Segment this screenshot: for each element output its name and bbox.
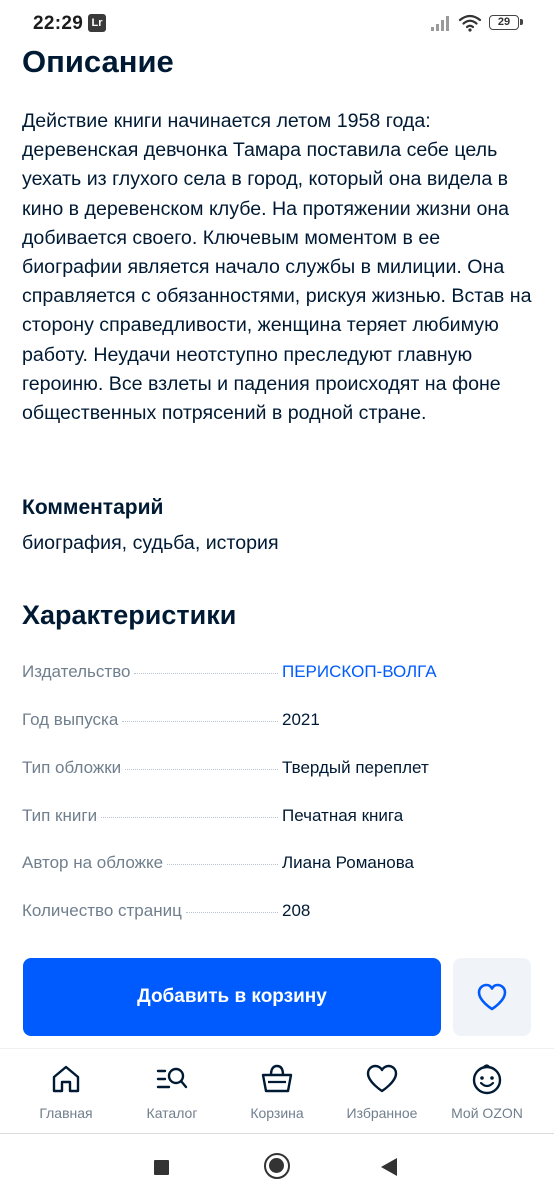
spec-row-cover-type [22,758,532,784]
home-icon [49,1062,83,1096]
comment-text: биография, судьба, история [22,532,279,554]
nav-item-cart[interactable] [227,1049,327,1135]
wifi-icon [458,14,482,32]
battery-indicator: 29 [489,15,519,30]
status-time: 22:29 [33,13,84,34]
back-button[interactable] [381,1158,397,1176]
description-heading: Описание [22,44,174,79]
nav-item-catalog[interactable] [122,1049,222,1135]
nav-item-home[interactable] [16,1049,116,1135]
nav-label: Избранное [346,1105,418,1121]
spec-dots [125,769,278,770]
nav-label: Мой OZON [451,1105,523,1121]
content-fade [0,930,554,958]
favorite-button[interactable] [453,958,531,1036]
heart-icon [476,982,508,1012]
spec-dots [122,721,278,722]
spec-value: 208 [282,901,311,920]
catalog-search-icon [155,1062,189,1096]
spec-label: Тип обложки [22,758,122,777]
comment-heading: Комментарий [22,496,164,519]
spec-label: Количество страниц [22,901,182,920]
spec-label: Автор на обложке [22,853,164,872]
spec-dots [167,864,278,865]
smile-face-icon [470,1062,504,1096]
basket-icon [260,1062,294,1096]
spec-value: 2021 [282,710,320,729]
recent-apps-button[interactable] [154,1160,169,1175]
spec-row-publisher [22,662,532,688]
spec-dots [186,912,278,913]
nav-label: Главная [39,1105,93,1121]
publisher-link[interactable]: ПЕРИСКОП-ВОЛГА [282,662,437,681]
nav-label: Каталог [146,1105,198,1121]
add-to-cart-button[interactable]: Добавить в корзину [23,958,441,1036]
spec-value: Твердый переплет [282,758,429,777]
spec-row-page-count [22,901,532,927]
spec-dots [101,817,278,818]
nav-item-favorites[interactable] [332,1049,432,1135]
signal-icon [430,15,452,31]
lightroom-app-icon: Lr [88,14,106,32]
spec-row-book-type [22,806,532,832]
spec-label: Издательство [22,662,131,681]
spec-label: Тип книги [22,806,98,825]
spec-value: Печатная книга [282,806,404,825]
description-text: Действие книги начинается летом 1958 года: деревенская девчонка Тамара поставила себе цель уехать из глухого села в город, который она видела в кино в деревенском клубе. На протяжении жизни она добивается своего. Ключевым моментом в ее биографии является начало службы в милиции. Она справляется с обязанностями, рискуя жизнью. Встав на сторону справедливости, женщина теряет любимую работу. Неудачи неотступно преследуют главную героиню. Все взлеты и падения происходят на фоне общественных потрясений в родной стране. [22,110,532,425]
heart-icon [365,1062,399,1096]
spec-dots [134,673,278,674]
nav-item-my-ozon[interactable] [437,1049,537,1135]
spec-row-year [22,710,532,736]
status-bar [0,0,554,46]
spec-label: Год выпуска [22,710,119,729]
bottom-nav [0,1048,554,1134]
specs-heading: Характеристики [22,600,237,630]
spec-row-cover-author [22,853,532,879]
nav-label: Корзина [250,1105,304,1121]
home-button[interactable] [264,1153,290,1179]
system-nav-bar [0,1134,554,1200]
spec-value: Лиана Романова [282,853,414,872]
